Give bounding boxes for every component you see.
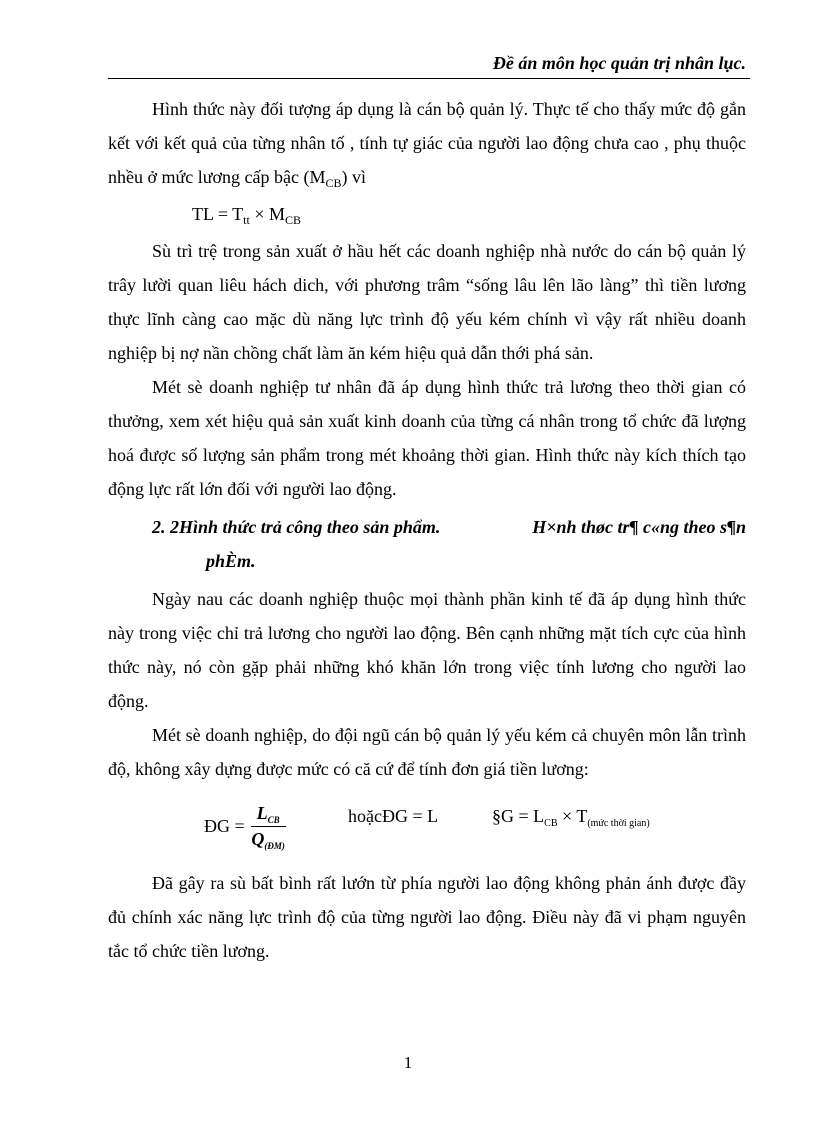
paragraph-1-end: ) vì <box>341 167 367 187</box>
formula-tl-lhs: TL = T <box>192 204 244 224</box>
document-body <box>108 92 746 968</box>
paragraph-3: Mét sè doanh nghiệp tư nhân đã áp dụng hình thức trả lương theo thời gian có thưởng, xem xét hiệu quả sản xuất kinh doanh của từng cá nhân trong tổ chức đã lượng hoá được số lượng sản phẩm trong mét khoảng thời gian. Hình thức này kích thích tạo động lực rất lớn đối với người lao động. <box>108 377 746 499</box>
formula-tl-sub-cb: CB <box>284 213 301 227</box>
fraction <box>251 802 286 851</box>
formula-dg-time <box>492 804 650 828</box>
formula-tl-mid: × M <box>249 204 285 224</box>
formula-dg-lhs: ĐG = <box>204 816 245 836</box>
header-title: Đề án môn học quản trị nhân lục. <box>492 53 746 73</box>
section-heading-garbled: H×nh thøc tr¶ c«ng theo s¶n <box>532 517 746 537</box>
denominator-subscript: (ĐM) <box>264 841 285 851</box>
fraction-denominator <box>251 827 285 851</box>
paragraph-2: Sù trì trệ trong sản xuất ở hầu hết các doanh nghiệp nhà nước do cán bộ quản lý trây lười quan liêu hách dich, với phương trâm “sống lâu lên lão làng” thì tiền lương thực lĩnh càng cao mặc dù năng lực trình độ yếu kém chính vì vậy rất nhiều doanh nghiệp bị nợ nần chồng chất làm ăn kém hiệu quả dẫn thới phá sản. <box>108 241 746 363</box>
page-header <box>108 48 750 79</box>
formula-tl <box>108 194 746 234</box>
numerator-subscript: CB <box>267 815 280 825</box>
paragraph-4: Ngày nau các doanh nghiệp thuộc mọi thành phần kinh tế đã áp dụng hình thức này trong việc chỉ trả lương cho người lao động. Bên cạnh những mặt tích cực của hình thức này, nó còn gặp phải những khó khăn lớn trong việc tính lương cho người lao động. <box>108 589 746 711</box>
paragraph-1-subscript: CB <box>325 176 342 190</box>
paragraph-6: Đã gây ra sù bất bình rất lướn từ phía người lao động không phản ánh được đầy đủ chính xác năng lực trình độ của từng người lao động. Điều này đã vi phạm nguyên tắc tổ chức tiền lương. <box>108 873 746 961</box>
paragraph-1 <box>108 92 746 194</box>
section-heading-continuation: phÈm. <box>206 551 256 571</box>
formula-dg-alt: hoặcĐG = L <box>348 806 439 826</box>
formula-tl-sub-tt: tt <box>243 213 250 227</box>
section-heading-main: 2. 2Hình thức trả công theo sản phẩm. <box>152 517 441 537</box>
formula-dg-fraction <box>204 802 286 851</box>
fraction-numerator <box>251 802 286 827</box>
formula-dg-time-sub-cb: CB <box>544 818 558 829</box>
section-heading <box>108 510 746 544</box>
denominator-symbol: Q <box>251 829 265 849</box>
formula-dg-time-sub-t: (mức thời gian) <box>587 818 650 829</box>
page-number: 1 <box>403 1053 413 1072</box>
numerator-symbol: L <box>256 803 268 823</box>
formula-dg-row <box>108 788 746 858</box>
paragraph-1-text: Hình thức này đối tượng áp dụng là cán bộ quản lý. Thực tế cho thấy mức độ gắn kết với kết quả của từng nhân tố , tính tự giác của người lao động chưa cao , phụ thuộc nhều ở mức lương cấp bậc (M <box>108 99 746 187</box>
formula-dg-time-mid: × T <box>557 806 588 826</box>
paragraph-5: Mét sè doanh nghiệp, do đội ngũ cán bộ quản lý yếu kém cả chuyên môn lẫn trình độ, không xây dựng được mức có că cứ để tính đơn giá tiền lương: <box>108 725 746 779</box>
formula-dg-time-lhs: §G = L <box>492 806 545 826</box>
